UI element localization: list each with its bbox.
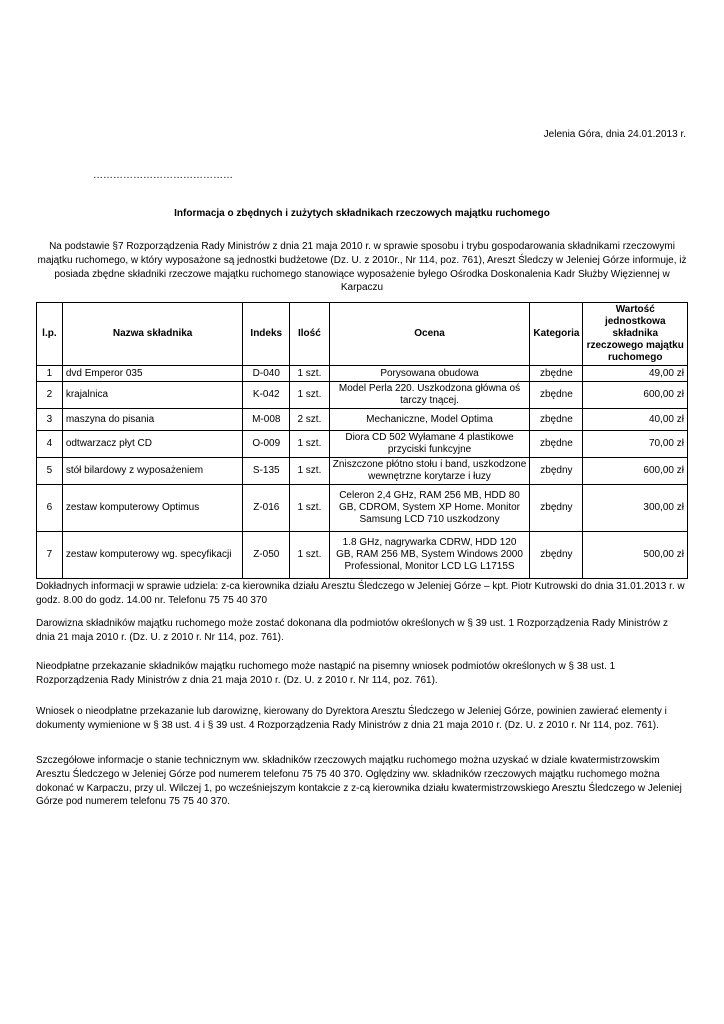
cell-name: odtwarzacz płyt CD bbox=[62, 431, 243, 458]
donation-paragraph: Darowizna składników majątku ruchomego może zostać dokonana dla podmiotów określonych w § 39 ust. 1 Rozporządzenia Rady Ministrów z dnia 21 maja 2010 r. (Dz. U. z 2010 r. Nr 114, poz. 761). bbox=[36, 618, 668, 643]
cell-unit-value: 600,00 zł bbox=[583, 458, 688, 485]
cell-name: stół bilardowy z wyposażeniem bbox=[62, 458, 243, 485]
table-row bbox=[37, 366, 688, 382]
table-row bbox=[37, 431, 688, 458]
cell-assessment: Diora CD 502 Wyłamane 4 plastikowe przyciski funkcyjne bbox=[329, 431, 530, 458]
signature-placeholder: …………………………………… bbox=[93, 170, 233, 181]
table-row bbox=[37, 409, 688, 431]
cell-index: M-008 bbox=[243, 409, 290, 431]
cell-name: dvd Emperor 035 bbox=[62, 366, 243, 382]
contact-paragraph: Dokładnych informacji w sprawie udziela: z-ca kierownika działu Aresztu Śledczego w Jeleniej Górze – kpt. Piotr Kutrowski do dnia 31.01.2013 r. w godz. 8.00 do godz. 14.00 nr. Telefonu 75 75 40 370 bbox=[36, 581, 685, 606]
cell-category: zbędny bbox=[530, 532, 583, 579]
application-paragraph: Wniosek o nieodpłatne przekazanie lub darowiznę, kierowany do Dyrektora Aresztu Śledczego w Jeleniej Górze, powinien zawierać elementy i dokumenty wymienione w § 38 ust. 4 i § 39 ust. 4 Rozporządzenia Rady Ministrów z dnia 21 maja 2010 r. (Dz. U. z 2010 r. Nr 114, poz. 761). bbox=[36, 706, 667, 731]
cell-unit-value: 500,00 zł bbox=[583, 532, 688, 579]
cell-category: zbędne bbox=[530, 409, 583, 431]
cell-unit-value: 49,00 zł bbox=[583, 366, 688, 382]
cell-assessment: Celeron 2,4 GHz, RAM 256 MB, HDD 80 GB, CDROM, System XP Home. Monitor Samsung LCD 710 uszkodzony bbox=[329, 485, 530, 532]
cell-assessment: 1.8 GHz, nagrywarka CDRW, HDD 120 GB, RAM 256 MB, System Windows 2000 Professional, Monitor LCD LG L1715S bbox=[329, 532, 530, 579]
cell-lp: 7 bbox=[37, 532, 63, 579]
document-title: Informacja o zbędnych i zużytych składnikach rzeczowych majątku ruchomego bbox=[174, 208, 550, 219]
cell-lp: 5 bbox=[37, 458, 63, 485]
cell-index: Z-016 bbox=[243, 485, 290, 532]
inspection-paragraph: Szczegółowe informacje o stanie technicznym ww. składników rzeczowych majątku ruchomego można uzyskać w dziale kwatermistrzowskim Aresztu Śledczego w Jeleniej Górze pod numerem telefonu 75 75 40 370. Oględziny ww. składników rzeczowych majątku ruchomego można dokonać w Karpaczu, przy ul. Wilczej 1, po wcześniejszym kontakcie z z-cą kierownika działu kwatermistrzowskiego Aresztu Śledczego w Jeleniej Górze pod numerem telefonu 75 75 40 370. bbox=[36, 755, 682, 808]
assets-table bbox=[36, 302, 688, 579]
header-unit-value: Wartość jednostkowa składnika rzeczowego majątku ruchomego bbox=[583, 303, 688, 366]
header-category: Kategoria bbox=[530, 303, 583, 366]
cell-unit-value: 70,00 zł bbox=[583, 431, 688, 458]
header-lp: l.p. bbox=[37, 303, 63, 366]
cell-unit-value: 300,00 zł bbox=[583, 485, 688, 532]
table-row bbox=[37, 532, 688, 579]
cell-category: zbędne bbox=[530, 382, 583, 409]
header-assessment: Ocena bbox=[329, 303, 530, 366]
cell-name: krajalnica bbox=[62, 382, 243, 409]
document-date: Jelenia Góra, dnia 24.01.2013 r. bbox=[543, 129, 686, 140]
cell-name: maszyna do pisania bbox=[62, 409, 243, 431]
cell-quantity: 1 szt. bbox=[290, 485, 330, 532]
cell-index: Z-050 bbox=[243, 532, 290, 579]
cell-index: S-135 bbox=[243, 458, 290, 485]
free-transfer-paragraph: Nieodpłatne przekazanie składników majątku ruchomego może nastąpić na pisemny wniosek podmiotów określonych w § 38 ust. 1 Rozporządzenia Rady Ministrów z dnia 21 maja 2010 r. (Dz. U. z 2010 r. Nr 114, poz. 761). bbox=[36, 661, 616, 686]
cell-assessment: Mechaniczne, Model Optima bbox=[329, 409, 530, 431]
cell-quantity: 2 szt. bbox=[290, 409, 330, 431]
cell-category: zbędny bbox=[530, 458, 583, 485]
cell-index: O-009 bbox=[243, 431, 290, 458]
cell-lp: 2 bbox=[37, 382, 63, 409]
table-header-row bbox=[37, 303, 688, 366]
cell-index: D-040 bbox=[243, 366, 290, 382]
table-row bbox=[37, 458, 688, 485]
header-quantity: Ilość bbox=[290, 303, 330, 366]
cell-lp: 3 bbox=[37, 409, 63, 431]
cell-unit-value: 40,00 zł bbox=[583, 409, 688, 431]
cell-category: zbędny bbox=[530, 485, 583, 532]
cell-quantity: 1 szt. bbox=[290, 431, 330, 458]
cell-category: zbędne bbox=[530, 431, 583, 458]
cell-assessment: Model Perla 220. Uszkodzona główna oś tarczy tnącej. bbox=[329, 382, 530, 409]
cell-assessment: Porysowana obudowa bbox=[329, 366, 530, 382]
cell-assessment: Zniszczone płótno stołu i band, uszkodzone wewnętrzne korytarze i łuzy bbox=[329, 458, 530, 485]
cell-lp: 4 bbox=[37, 431, 63, 458]
cell-name: zestaw komputerowy wg. specyfikacji bbox=[62, 532, 243, 579]
header-index: Indeks bbox=[243, 303, 290, 366]
cell-quantity: 1 szt. bbox=[290, 532, 330, 579]
table-row bbox=[37, 485, 688, 532]
table-row bbox=[37, 382, 688, 409]
cell-unit-value: 600,00 zł bbox=[583, 382, 688, 409]
cell-quantity: 1 szt. bbox=[290, 366, 330, 382]
intro-paragraph: Na podstawie §7 Rozporządzenia Rady Ministrów z dnia 21 maja 2010 r. w sprawie sposobu i trybu gospodarowania składnikami rzeczowymi majątku ruchomego, w który wyposażone są jednostki budżetowe (Dz. U. z 2010r., Nr 114, poz. 761), Areszt Śledczy w Jeleniej Górze informuje, iż posiada zbędne składniki rzeczowe majątku ruchomego stanowiące wyposażenie byłego Ośrodka Doskonalenia Kadr Służby Więziennej w Karpaczu bbox=[37, 241, 687, 294]
cell-index: K-042 bbox=[243, 382, 290, 409]
cell-quantity: 1 szt. bbox=[290, 458, 330, 485]
cell-category: zbędne bbox=[530, 366, 583, 382]
cell-name: zestaw komputerowy Optimus bbox=[62, 485, 243, 532]
header-name: Nazwa składnika bbox=[62, 303, 243, 366]
cell-lp: 6 bbox=[37, 485, 63, 532]
cell-lp: 1 bbox=[37, 366, 63, 382]
cell-quantity: 1 szt. bbox=[290, 382, 330, 409]
